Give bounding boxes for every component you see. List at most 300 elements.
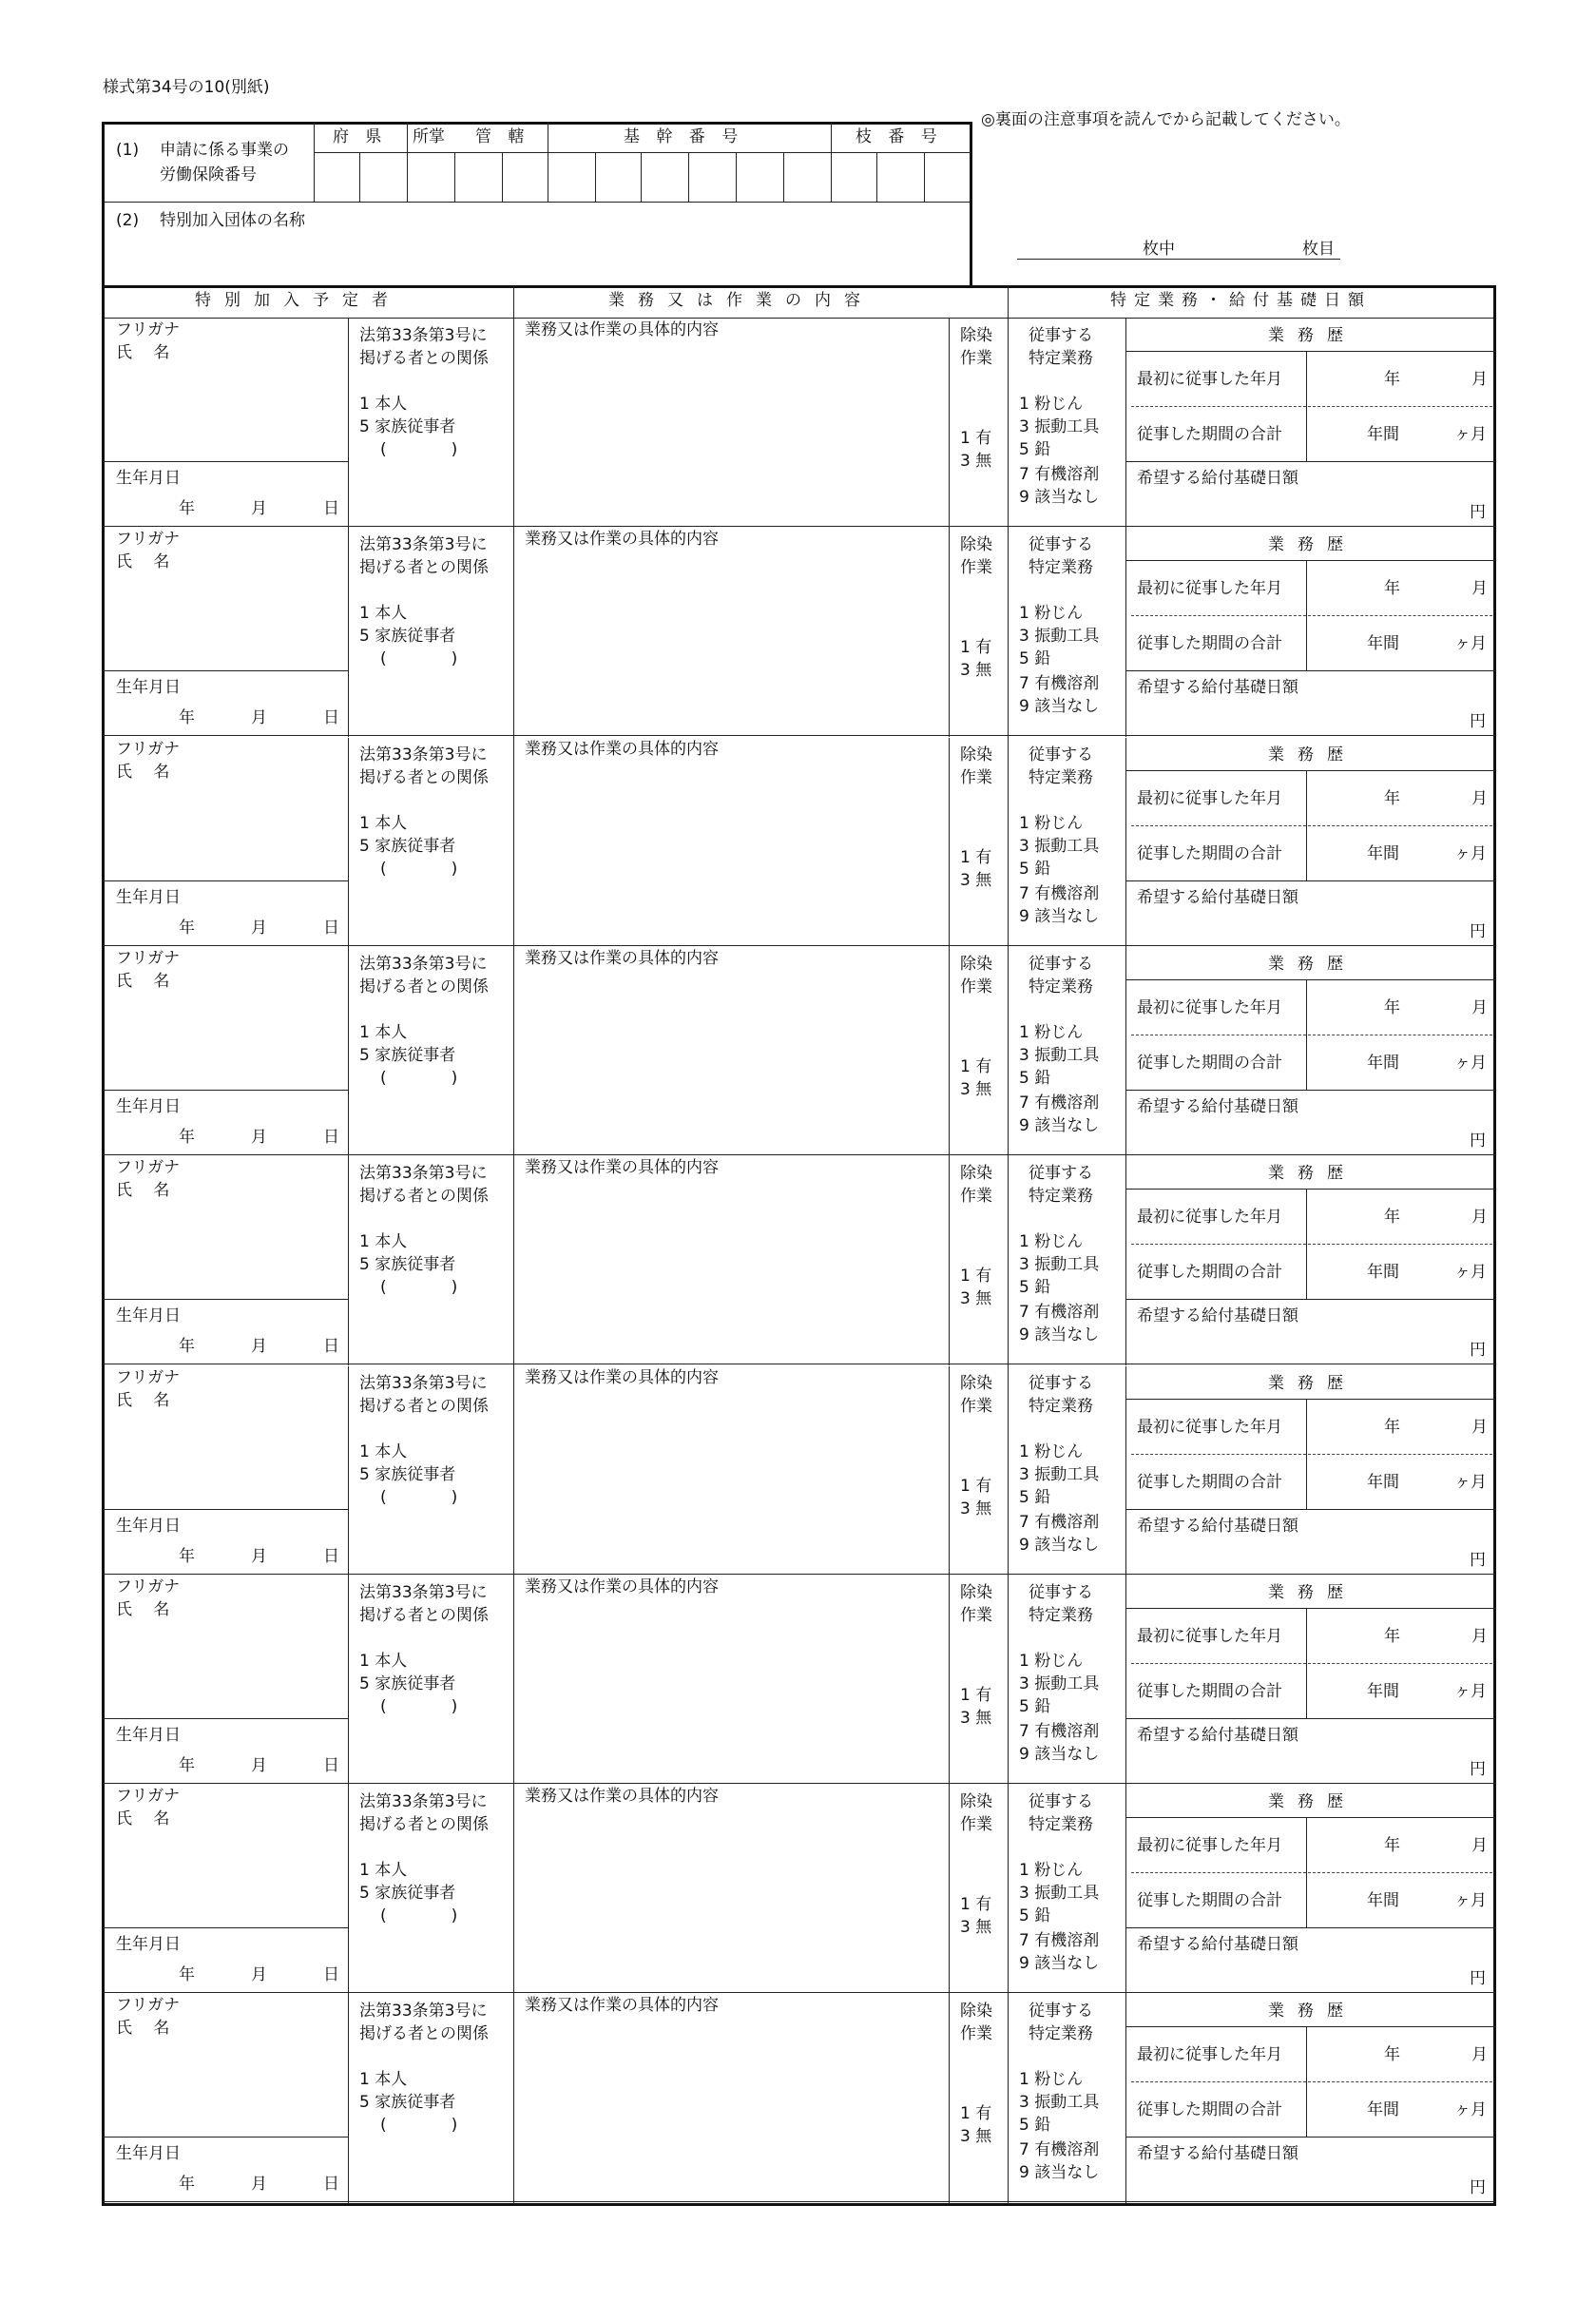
birth-year-unit: 年 <box>179 1755 195 1775</box>
name-field[interactable] <box>171 1595 342 1709</box>
relation-option-self[interactable]: 1 本人 <box>359 813 408 833</box>
total-period-months-unit: ヶ月 <box>1454 1263 1487 1283</box>
total-period-label: 従事した期間の合計 <box>1137 634 1282 654</box>
decon-option-yes[interactable]: 1 有 <box>960 1476 992 1496</box>
engaged-option-none[interactable]: 9 該当なし <box>1019 1115 1100 1135</box>
engaged-option-lead[interactable]: 5 鉛 <box>1019 2116 1051 2136</box>
decon-label-line2: 作業 <box>960 349 992 368</box>
header-special: 特定業務・給付基礎日額 <box>1110 291 1372 310</box>
birth-year-unit: 年 <box>179 2175 195 2195</box>
relation-option-family[interactable]: 5 家族従事者 <box>359 1884 456 1904</box>
engaged-option-dust[interactable]: 1 粉じん <box>1019 2070 1084 2090</box>
col-fuken: 府 県 <box>333 127 388 146</box>
decon-option-yes[interactable]: 1 有 <box>960 638 992 658</box>
birth-day-unit: 日 <box>323 2175 339 2195</box>
birth-month-unit: 月 <box>251 918 267 938</box>
header-work: 業務又は作業の内容 <box>608 291 874 310</box>
person-row-3 <box>0 738 1596 947</box>
birth-month-unit: 月 <box>251 1127 267 1147</box>
relation-paren: ( ) <box>380 2116 458 2136</box>
work-detail-field[interactable] <box>525 1393 943 1568</box>
relation-option-self[interactable]: 1 本人 <box>359 395 408 414</box>
total-period-years-unit: 年間 <box>1367 425 1399 444</box>
first-engaged-month-unit: 月 <box>1471 997 1488 1017</box>
section1-label-line2: 労働保険番号 <box>160 165 257 184</box>
decon-option-yes[interactable]: 1 有 <box>960 2104 992 2124</box>
birth-month-unit: 月 <box>251 708 267 728</box>
furigana-label: フリガナ <box>116 948 181 968</box>
first-engaged-label: 最初に従事した年月 <box>1137 1208 1282 1228</box>
name-label: 氏 名 <box>116 343 170 362</box>
decon-label-line2: 作業 <box>960 977 992 996</box>
relation-option-family[interactable]: 5 家族従事者 <box>359 2093 456 2113</box>
name-label: 氏 名 <box>116 1599 170 1619</box>
engaged-option-organic-solvent[interactable]: 7 有機溶剤 <box>1019 674 1100 694</box>
engaged-label-line2: 特定業務 <box>1029 1396 1093 1416</box>
first-engaged-month-unit: 月 <box>1471 1626 1488 1646</box>
relation-option-self[interactable]: 1 本人 <box>359 1861 408 1881</box>
engaged-option-vibration-tool[interactable]: 3 振動工具 <box>1019 1464 1100 1484</box>
birth-day-unit: 日 <box>323 1546 339 1566</box>
relation-label-line1: 法第33条第3号に <box>359 1582 488 1602</box>
engaged-option-none[interactable]: 9 該当なし <box>1019 2163 1100 2183</box>
yen-unit: 円 <box>1470 712 1486 732</box>
name-label: 氏 名 <box>116 1390 170 1410</box>
name-label: 氏 名 <box>116 1809 170 1829</box>
total-period-months-unit: ヶ月 <box>1454 1891 1487 1911</box>
work-detail-label: 業務又は作業の具体的内容 <box>525 1787 719 1807</box>
decon-option-yes[interactable]: 1 有 <box>960 1895 992 1915</box>
total-period-years-unit: 年間 <box>1367 634 1399 654</box>
total-period-years-unit: 年間 <box>1367 1053 1399 1073</box>
name-field[interactable] <box>171 966 342 1080</box>
relation-option-family[interactable]: 5 家族従事者 <box>359 417 456 436</box>
decon-label-line2: 作業 <box>960 767 992 787</box>
relation-label-line2: 掲げる者との関係 <box>359 2024 489 2044</box>
engaged-option-organic-solvent[interactable]: 7 有機溶剤 <box>1019 465 1100 484</box>
history-label: 業務歴 <box>1268 1373 1356 1393</box>
work-detail-label: 業務又は作業の具体的内容 <box>525 1367 719 1387</box>
birth-label: 生年月日 <box>116 1096 181 1116</box>
notice-text: ◎裏面の注意事項を読んでから記載してください。 <box>981 110 1351 129</box>
engaged-option-lead[interactable]: 5 鉛 <box>1019 1278 1051 1298</box>
engaged-option-vibration-tool[interactable]: 3 振動工具 <box>1019 1884 1100 1904</box>
engaged-label-line2: 特定業務 <box>1029 349 1093 368</box>
engaged-label-line2: 特定業務 <box>1029 1815 1093 1835</box>
relation-label-line2: 掲げる者との関係 <box>359 558 489 578</box>
page-current-suffix: 枚目 <box>1302 240 1335 259</box>
engaged-option-vibration-tool[interactable]: 3 振動工具 <box>1019 2093 1100 2113</box>
engaged-option-vibration-tool[interactable]: 3 振動工具 <box>1019 1255 1100 1275</box>
relation-label-line2: 掲げる者との関係 <box>359 767 489 787</box>
yen-unit: 円 <box>1470 1759 1486 1779</box>
engaged-option-dust[interactable]: 1 粉じん <box>1019 1441 1084 1461</box>
history-label: 業務歴 <box>1268 1164 1356 1184</box>
decon-option-no[interactable]: 3 無 <box>960 2127 992 2147</box>
engaged-option-vibration-tool[interactable]: 3 振動工具 <box>1019 1045 1100 1065</box>
history-label: 業務歴 <box>1268 1582 1356 1602</box>
relation-label-line1: 法第33条第3号に <box>359 1373 488 1393</box>
engaged-option-none[interactable]: 9 該当なし <box>1019 488 1100 507</box>
engaged-option-lead[interactable]: 5 鉛 <box>1019 649 1051 669</box>
decon-option-yes[interactable]: 1 有 <box>960 1685 992 1705</box>
work-detail-label: 業務又は作業の具体的内容 <box>525 530 719 550</box>
furigana-label: フリガナ <box>116 1577 181 1596</box>
decon-option-no[interactable]: 3 無 <box>960 661 992 681</box>
relation-option-family[interactable]: 5 家族従事者 <box>359 1045 456 1065</box>
name-label: 氏 名 <box>116 762 170 782</box>
first-engaged-label: 最初に従事した年月 <box>1137 997 1282 1017</box>
relation-label-line1: 法第33条第3号に <box>359 745 488 764</box>
relation-option-self[interactable]: 1 本人 <box>359 1022 408 1042</box>
engaged-option-none[interactable]: 9 該当なし <box>1019 1325 1100 1345</box>
first-engaged-month-unit: 月 <box>1471 2045 1488 2065</box>
yen-unit: 円 <box>1470 1550 1486 1570</box>
birth-label: 生年月日 <box>116 1935 181 1955</box>
total-period-label: 従事した期間の合計 <box>1137 425 1282 444</box>
name-field[interactable] <box>171 1804 342 1918</box>
birth-day-unit: 日 <box>323 499 339 518</box>
engaged-option-none[interactable]: 9 該当なし <box>1019 1535 1100 1555</box>
relation-paren: ( ) <box>380 1696 458 1716</box>
work-detail-field[interactable] <box>525 2021 943 2196</box>
birth-month-unit: 月 <box>251 1755 267 1775</box>
relation-label-line2: 掲げる者との関係 <box>359 977 489 996</box>
relation-label-line1: 法第33条第3号に <box>359 954 488 974</box>
relation-option-self[interactable]: 1 本人 <box>359 2070 408 2090</box>
first-engaged-month-unit: 月 <box>1471 1208 1488 1228</box>
decon-label-line1: 除染 <box>960 2002 992 2022</box>
first-engaged-year-unit: 年 <box>1384 997 1400 1017</box>
relation-option-family[interactable]: 5 家族従事者 <box>359 836 456 856</box>
engaged-option-vibration-tool[interactable]: 3 振動工具 <box>1019 627 1100 647</box>
birth-year-unit: 年 <box>179 918 195 938</box>
birth-year-unit: 年 <box>179 1127 195 1147</box>
engaged-option-lead[interactable]: 5 鉛 <box>1019 1696 1051 1716</box>
desired-amount-label: 希望する給付基礎日額 <box>1137 1306 1298 1326</box>
first-engaged-year-unit: 年 <box>1384 370 1400 389</box>
col-kikan: 基 幹 番 号 <box>624 127 744 146</box>
section1-number: (1) <box>116 141 140 160</box>
main-table-bottom <box>103 2203 1495 2206</box>
decon-label-line2: 作業 <box>960 2024 992 2044</box>
decon-option-no[interactable]: 3 無 <box>960 1918 992 1938</box>
relation-option-self[interactable]: 1 本人 <box>359 1232 408 1252</box>
birth-year-unit: 年 <box>179 708 195 728</box>
furigana-label: フリガナ <box>116 530 181 550</box>
birth-day-unit: 日 <box>323 1337 339 1357</box>
birth-day-unit: 日 <box>323 1965 339 1985</box>
name-field[interactable] <box>171 1175 342 1289</box>
name-field[interactable] <box>171 1385 342 1499</box>
name-field[interactable] <box>171 757 342 871</box>
work-detail-label: 業務又は作業の具体的内容 <box>525 1996 719 2016</box>
birth-year-unit: 年 <box>179 1546 195 1566</box>
relation-label-line2: 掲げる者との関係 <box>359 1605 489 1625</box>
engaged-option-dust[interactable]: 1 粉じん <box>1019 813 1084 833</box>
total-period-label: 従事した期間の合計 <box>1137 1891 1282 1911</box>
name-field[interactable] <box>171 2013 342 2127</box>
first-engaged-label: 最初に従事した年月 <box>1137 1417 1282 1437</box>
decon-label-line1: 除染 <box>960 1792 992 1812</box>
engaged-option-none[interactable]: 9 該当なし <box>1019 697 1100 717</box>
engaged-label-line2: 特定業務 <box>1029 1187 1093 1207</box>
relation-paren: ( ) <box>380 1906 458 1926</box>
relation-label-line1: 法第33条第3号に <box>359 1164 488 1184</box>
decon-option-yes[interactable]: 1 有 <box>960 1056 992 1076</box>
birth-year-unit: 年 <box>179 499 195 518</box>
total-period-months-unit: ヶ月 <box>1454 634 1487 654</box>
decon-label-line1: 除染 <box>960 1373 992 1393</box>
history-label: 業務歴 <box>1268 954 1356 974</box>
relation-label-line1: 法第33条第3号に <box>359 326 488 345</box>
first-engaged-year-unit: 年 <box>1384 579 1400 599</box>
engaged-option-none[interactable]: 9 該当なし <box>1019 906 1100 926</box>
decon-option-no[interactable]: 3 無 <box>960 452 992 471</box>
decon-label-line1: 除染 <box>960 1582 992 1602</box>
engaged-option-dust[interactable]: 1 粉じん <box>1019 1651 1084 1671</box>
total-period-years-unit: 年間 <box>1367 1681 1399 1701</box>
engaged-option-vibration-tool[interactable]: 3 振動工具 <box>1019 417 1100 436</box>
engaged-option-lead[interactable]: 5 鉛 <box>1019 859 1051 879</box>
birth-label: 生年月日 <box>116 1516 181 1536</box>
total-period-label: 従事した期間の合計 <box>1137 843 1282 863</box>
yen-unit: 円 <box>1470 2178 1486 2198</box>
first-engaged-month-unit: 月 <box>1471 788 1488 808</box>
decon-label-line1: 除染 <box>960 954 992 974</box>
first-engaged-label: 最初に従事した年月 <box>1137 2045 1282 2065</box>
decon-option-no[interactable]: 3 無 <box>960 1079 992 1099</box>
relation-option-family[interactable]: 5 家族従事者 <box>359 1255 456 1275</box>
person-row-9 <box>0 1994 1596 2203</box>
engaged-label-line1: 従事する <box>1029 1373 1093 1393</box>
page-count-line <box>1017 259 1340 260</box>
birth-month-unit: 月 <box>251 1965 267 1985</box>
total-period-years-unit: 年間 <box>1367 843 1399 863</box>
furigana-label: フリガナ <box>116 1367 181 1387</box>
desired-amount-label: 希望する給付基礎日額 <box>1137 1096 1298 1116</box>
decon-label-line2: 作業 <box>960 1187 992 1207</box>
engaged-label-line2: 特定業務 <box>1029 767 1093 787</box>
engaged-option-dust[interactable]: 1 粉じん <box>1019 395 1084 414</box>
engaged-option-organic-solvent[interactable]: 7 有機溶剤 <box>1019 1303 1100 1323</box>
total-period-years-unit: 年間 <box>1367 2100 1399 2120</box>
relation-label-line2: 掲げる者との関係 <box>359 1815 489 1835</box>
decon-label-line1: 除染 <box>960 535 992 555</box>
furigana-label: フリガナ <box>116 1996 181 2016</box>
relation-paren: ( ) <box>380 859 458 879</box>
name-label: 氏 名 <box>116 971 170 991</box>
relation-label-line1: 法第33条第3号に <box>359 1792 488 1812</box>
engaged-option-organic-solvent[interactable]: 7 有機溶剤 <box>1019 1931 1100 1951</box>
history-label: 業務歴 <box>1268 745 1356 764</box>
desired-amount-label: 希望する給付基礎日額 <box>1137 1516 1298 1536</box>
birth-year-unit: 年 <box>179 1965 195 1985</box>
engaged-option-lead[interactable]: 5 鉛 <box>1019 1068 1051 1088</box>
birth-month-unit: 月 <box>251 1546 267 1566</box>
decon-option-no[interactable]: 3 無 <box>960 1708 992 1728</box>
birth-label: 生年月日 <box>116 1306 181 1326</box>
first-engaged-year-unit: 年 <box>1384 1836 1400 1856</box>
decon-option-yes[interactable]: 1 有 <box>960 429 992 448</box>
birth-label: 生年月日 <box>116 678 181 698</box>
work-detail-field[interactable] <box>525 1811 943 1986</box>
total-period-label: 従事した期間の合計 <box>1137 2100 1282 2120</box>
birth-day-unit: 日 <box>323 1127 339 1147</box>
engaged-label-line1: 従事する <box>1029 2002 1093 2022</box>
engaged-option-organic-solvent[interactable]: 7 有機溶剤 <box>1019 2140 1100 2160</box>
relation-option-family[interactable]: 5 家族従事者 <box>359 1673 456 1693</box>
work-detail-field[interactable] <box>525 764 943 939</box>
birth-month-unit: 月 <box>251 1337 267 1357</box>
group-name-field[interactable] <box>314 228 960 278</box>
birth-label: 生年月日 <box>116 1725 181 1745</box>
total-period-label: 従事した期間の合計 <box>1137 1263 1282 1283</box>
total-period-label: 従事した期間の合計 <box>1137 1053 1282 1073</box>
work-detail-field[interactable] <box>525 1183 943 1358</box>
engaged-option-organic-solvent[interactable]: 7 有機溶剤 <box>1019 1093 1100 1112</box>
decon-label-line2: 作業 <box>960 1815 992 1835</box>
work-detail-field[interactable] <box>525 345 943 520</box>
person-row-5 <box>0 1156 1596 1365</box>
first-engaged-label: 最初に従事した年月 <box>1137 1626 1282 1646</box>
total-period-years-unit: 年間 <box>1367 1263 1399 1283</box>
decon-option-yes[interactable]: 1 有 <box>960 847 992 867</box>
engaged-option-dust[interactable]: 1 粉じん <box>1019 1232 1084 1252</box>
engaged-option-lead[interactable]: 5 鉛 <box>1019 1487 1051 1507</box>
first-engaged-year-unit: 年 <box>1384 1208 1400 1228</box>
engaged-option-lead[interactable]: 5 鉛 <box>1019 1906 1051 1926</box>
birth-day-unit: 日 <box>323 1755 339 1775</box>
engaged-label-line1: 従事する <box>1029 1164 1093 1184</box>
relation-option-family[interactable]: 5 家族従事者 <box>359 1464 456 1484</box>
first-engaged-year-unit: 年 <box>1384 1417 1400 1437</box>
first-engaged-label: 最初に従事した年月 <box>1137 1836 1282 1856</box>
work-detail-label: 業務又は作業の具体的内容 <box>525 1577 719 1596</box>
birth-month-unit: 月 <box>251 2175 267 2195</box>
engaged-label-line1: 従事する <box>1029 1582 1093 1602</box>
engaged-option-vibration-tool[interactable]: 3 振動工具 <box>1019 1673 1100 1693</box>
decon-option-no[interactable]: 3 無 <box>960 870 992 890</box>
first-engaged-label: 最初に従事した年月 <box>1137 579 1282 599</box>
birth-day-unit: 日 <box>323 918 339 938</box>
engaged-label-line1: 従事する <box>1029 535 1093 555</box>
history-label: 業務歴 <box>1268 326 1356 345</box>
decon-option-no[interactable]: 3 無 <box>960 1499 992 1519</box>
engaged-option-dust[interactable]: 1 粉じん <box>1019 1861 1084 1881</box>
engaged-option-lead[interactable]: 5 鉛 <box>1019 440 1051 459</box>
desired-amount-label: 希望する給付基礎日額 <box>1137 887 1298 907</box>
history-label: 業務歴 <box>1268 1792 1356 1812</box>
yen-unit: 円 <box>1470 1969 1486 1989</box>
work-detail-label: 業務又は作業の具体的内容 <box>525 739 719 759</box>
relation-paren: ( ) <box>380 440 458 459</box>
engaged-option-vibration-tool[interactable]: 3 振動工具 <box>1019 836 1100 856</box>
work-detail-label: 業務又は作業の具体的内容 <box>525 948 719 968</box>
name-field[interactable] <box>171 547 342 661</box>
yen-unit: 円 <box>1470 1131 1486 1151</box>
section1-label-line1: 申請に係る事業の <box>160 141 289 160</box>
history-label: 業務歴 <box>1268 2002 1356 2022</box>
first-engaged-month-unit: 月 <box>1471 1417 1488 1437</box>
relation-option-self[interactable]: 1 本人 <box>359 1651 408 1671</box>
section2-number: (2) <box>116 211 140 230</box>
engaged-option-organic-solvent[interactable]: 7 有機溶剤 <box>1019 883 1100 903</box>
birth-year-unit: 年 <box>179 1337 195 1357</box>
work-detail-field[interactable] <box>525 1602 943 1777</box>
engaged-label-line2: 特定業務 <box>1029 558 1093 578</box>
relation-option-self[interactable]: 1 本人 <box>359 1441 408 1461</box>
yen-unit: 円 <box>1470 1341 1486 1361</box>
decon-option-yes[interactable]: 1 有 <box>960 1267 992 1286</box>
person-row-7 <box>0 1576 1596 1785</box>
total-period-months-unit: ヶ月 <box>1454 1053 1487 1073</box>
engaged-option-none[interactable]: 9 該当なし <box>1019 1954 1100 1974</box>
work-detail-field[interactable] <box>525 974 943 1149</box>
work-detail-field[interactable] <box>525 554 943 729</box>
desired-amount-label: 希望する給付基礎日額 <box>1137 2144 1298 2164</box>
decon-option-no[interactable]: 3 無 <box>960 1289 992 1309</box>
first-engaged-label: 最初に従事した年月 <box>1137 788 1282 808</box>
birth-label: 生年月日 <box>116 887 181 907</box>
furigana-label: フリガナ <box>116 320 181 339</box>
total-period-label: 従事した期間の合計 <box>1137 1472 1282 1492</box>
decon-label-line1: 除染 <box>960 1164 992 1184</box>
relation-option-self[interactable]: 1 本人 <box>359 604 408 624</box>
first-engaged-year-unit: 年 <box>1384 788 1400 808</box>
engaged-option-dust[interactable]: 1 粉じん <box>1019 1022 1084 1042</box>
engaged-option-dust[interactable]: 1 粉じん <box>1019 604 1084 624</box>
engaged-option-none[interactable]: 9 該当なし <box>1019 1744 1100 1764</box>
relation-label-line1: 法第33条第3号に <box>359 2002 488 2022</box>
person-row-2 <box>0 528 1596 737</box>
desired-amount-label: 希望する給付基礎日額 <box>1137 678 1298 698</box>
engaged-label-line1: 従事する <box>1029 954 1093 974</box>
work-detail-label: 業務又は作業の具体的内容 <box>525 320 719 339</box>
decon-label-line2: 作業 <box>960 1605 992 1625</box>
engaged-label-line1: 従事する <box>1029 1792 1093 1812</box>
furigana-label: フリガナ <box>116 1787 181 1807</box>
person-row-8 <box>0 1785 1596 1994</box>
desired-amount-label: 希望する給付基礎日額 <box>1137 1935 1298 1955</box>
name-label: 氏 名 <box>116 552 170 572</box>
birth-label: 生年月日 <box>116 2144 181 2164</box>
first-engaged-year-unit: 年 <box>1384 1626 1400 1646</box>
engaged-option-organic-solvent[interactable]: 7 有機溶剤 <box>1019 1721 1100 1741</box>
first-engaged-year-unit: 年 <box>1384 2045 1400 2065</box>
relation-label-line1: 法第33条第3号に <box>359 535 488 555</box>
section2-label: 特別加入団体の名称 <box>160 211 305 230</box>
yen-unit: 円 <box>1470 503 1486 522</box>
name-label: 氏 名 <box>116 1181 170 1201</box>
birth-month-unit: 月 <box>251 499 267 518</box>
relation-paren: ( ) <box>380 1487 458 1507</box>
desired-amount-label: 希望する給付基礎日額 <box>1137 1725 1298 1745</box>
engaged-option-organic-solvent[interactable]: 7 有機溶剤 <box>1019 1512 1100 1532</box>
desired-amount-label: 希望する給付基礎日額 <box>1137 469 1298 488</box>
name-field[interactable] <box>171 338 342 452</box>
first-engaged-label: 最初に従事した年月 <box>1137 370 1282 389</box>
total-period-years-unit: 年間 <box>1367 1891 1399 1911</box>
person-row-4 <box>0 947 1596 1156</box>
name-label: 氏 名 <box>116 2019 170 2039</box>
form-id: 様式第34号の10(別紙) <box>103 78 270 97</box>
engaged-label-line1: 従事する <box>1029 745 1093 764</box>
history-label: 業務歴 <box>1268 535 1356 555</box>
work-detail-label: 業務又は作業の具体的内容 <box>525 1158 719 1178</box>
relation-option-family[interactable]: 5 家族従事者 <box>359 627 456 647</box>
page-total-suffix: 枚中 <box>1143 240 1175 259</box>
